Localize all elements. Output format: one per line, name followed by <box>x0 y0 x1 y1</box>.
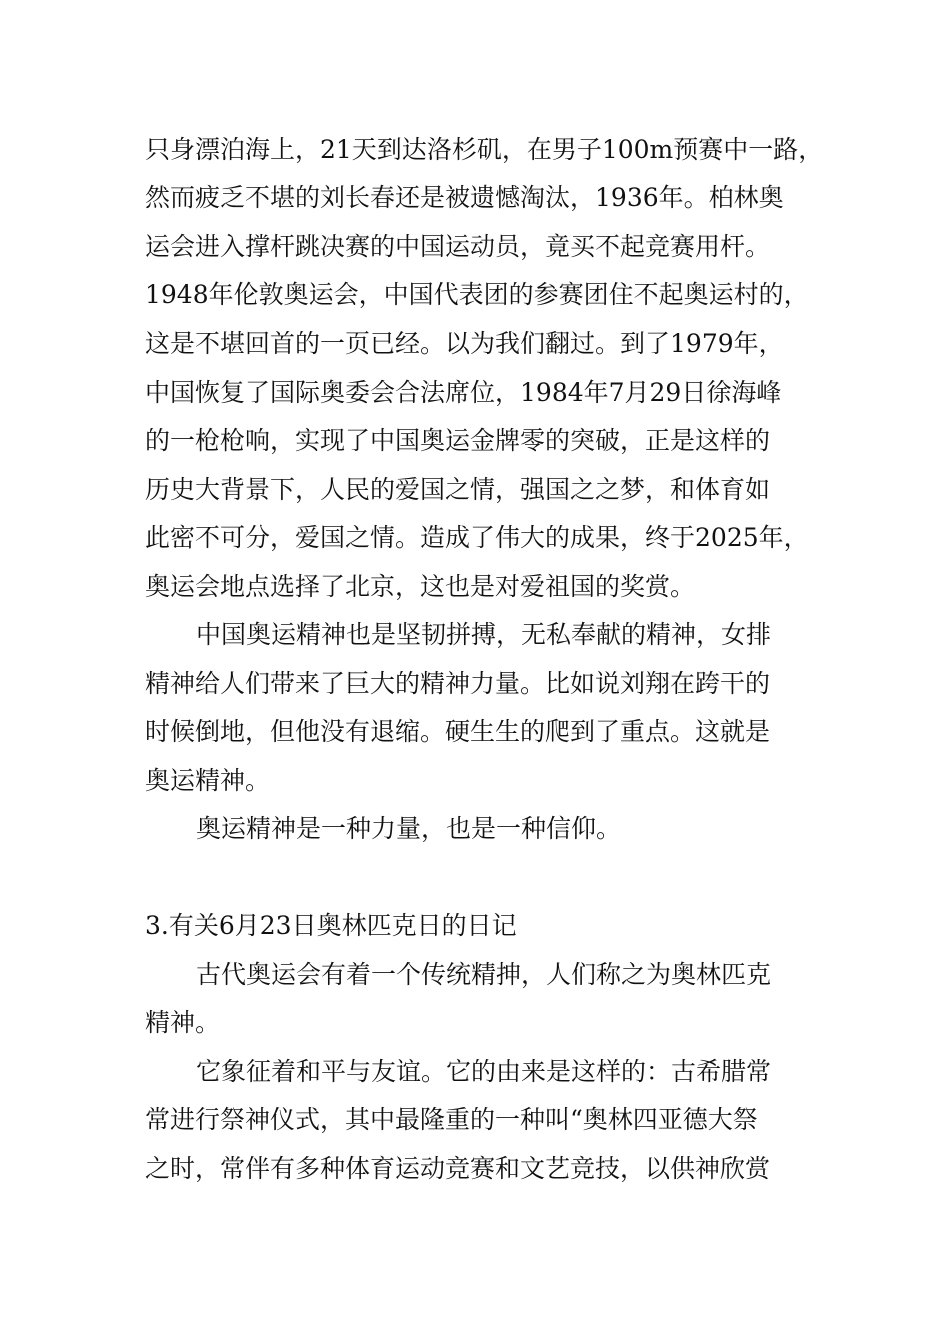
text-line-10: 奥运会地点选择了北京，这也是对爱祖国的奖赏。 <box>145 572 696 601</box>
text-line-12: 精神给人们带来了巨大的精神力量。比如说刘翔在跨干的 <box>145 669 771 698</box>
text-line-18: 精神。 <box>145 1008 221 1037</box>
text-line-17: 古代奥运会有着一个传统精抻，人们称之为奥林匹克 <box>196 960 772 989</box>
text-line-4: 1948年伦敦奥运会，中国代表团的参赛团住不起奥运村的， <box>145 280 809 309</box>
text-line-20: 常进行祭神仪式，其中最隆重的一种叫“奥林四亚德大祭 <box>145 1105 758 1134</box>
text-line-15: 奥运精神是一种力量，也是一种信仰。 <box>196 814 622 843</box>
text-line-19: 它象征着和平与友谊。它的由来是这样的：古希腊常 <box>196 1057 772 1086</box>
section-heading: 3.有关6月23日奥林匹克日的日记 <box>145 911 517 940</box>
text-line-1: 只身漂泊海上，21天到达洛杉矶，在男子100m预赛中一路， <box>145 135 824 164</box>
text-line-5: 这是不堪回首的一页已经。以为我们翻过。到了1979年， <box>145 329 784 358</box>
text-line-3: 运会进入撑杆跳决赛的中国运动员，竟买不起竞赛用杆。 <box>145 232 771 261</box>
text-line-21: 之时，常伴有多种体育运动竞赛和文艺竞技，以供神欣赏 <box>145 1154 771 1183</box>
text-line-9: 此密不可分，爱国之情。造成了伟大的成果，终于2025年， <box>145 523 809 552</box>
text-line-14: 奥运精神。 <box>145 766 271 795</box>
text-line-13: 时候倒地，但他没有退缩。硬生生的爬到了重点。这就是 <box>145 717 771 746</box>
text-line-11: 中国奥运精神也是坚韧拼搏，无私奉献的精神，女排 <box>196 620 772 649</box>
text-line-8: 历史大背景下，人民的爱国之情，强国之之梦，和体育如 <box>145 475 771 504</box>
text-line-6: 中国恢复了国际奥委会合法席位，1984年7月29日徐海峰 <box>145 378 782 407</box>
text-line-2: 然而疲乏不堪的刘长春还是被遗憾淘汰，1936年。柏林奥 <box>145 183 784 212</box>
text-line-7: 的一枪枪响，实现了中国奥运金牌零的突破，正是这样的 <box>145 426 771 455</box>
